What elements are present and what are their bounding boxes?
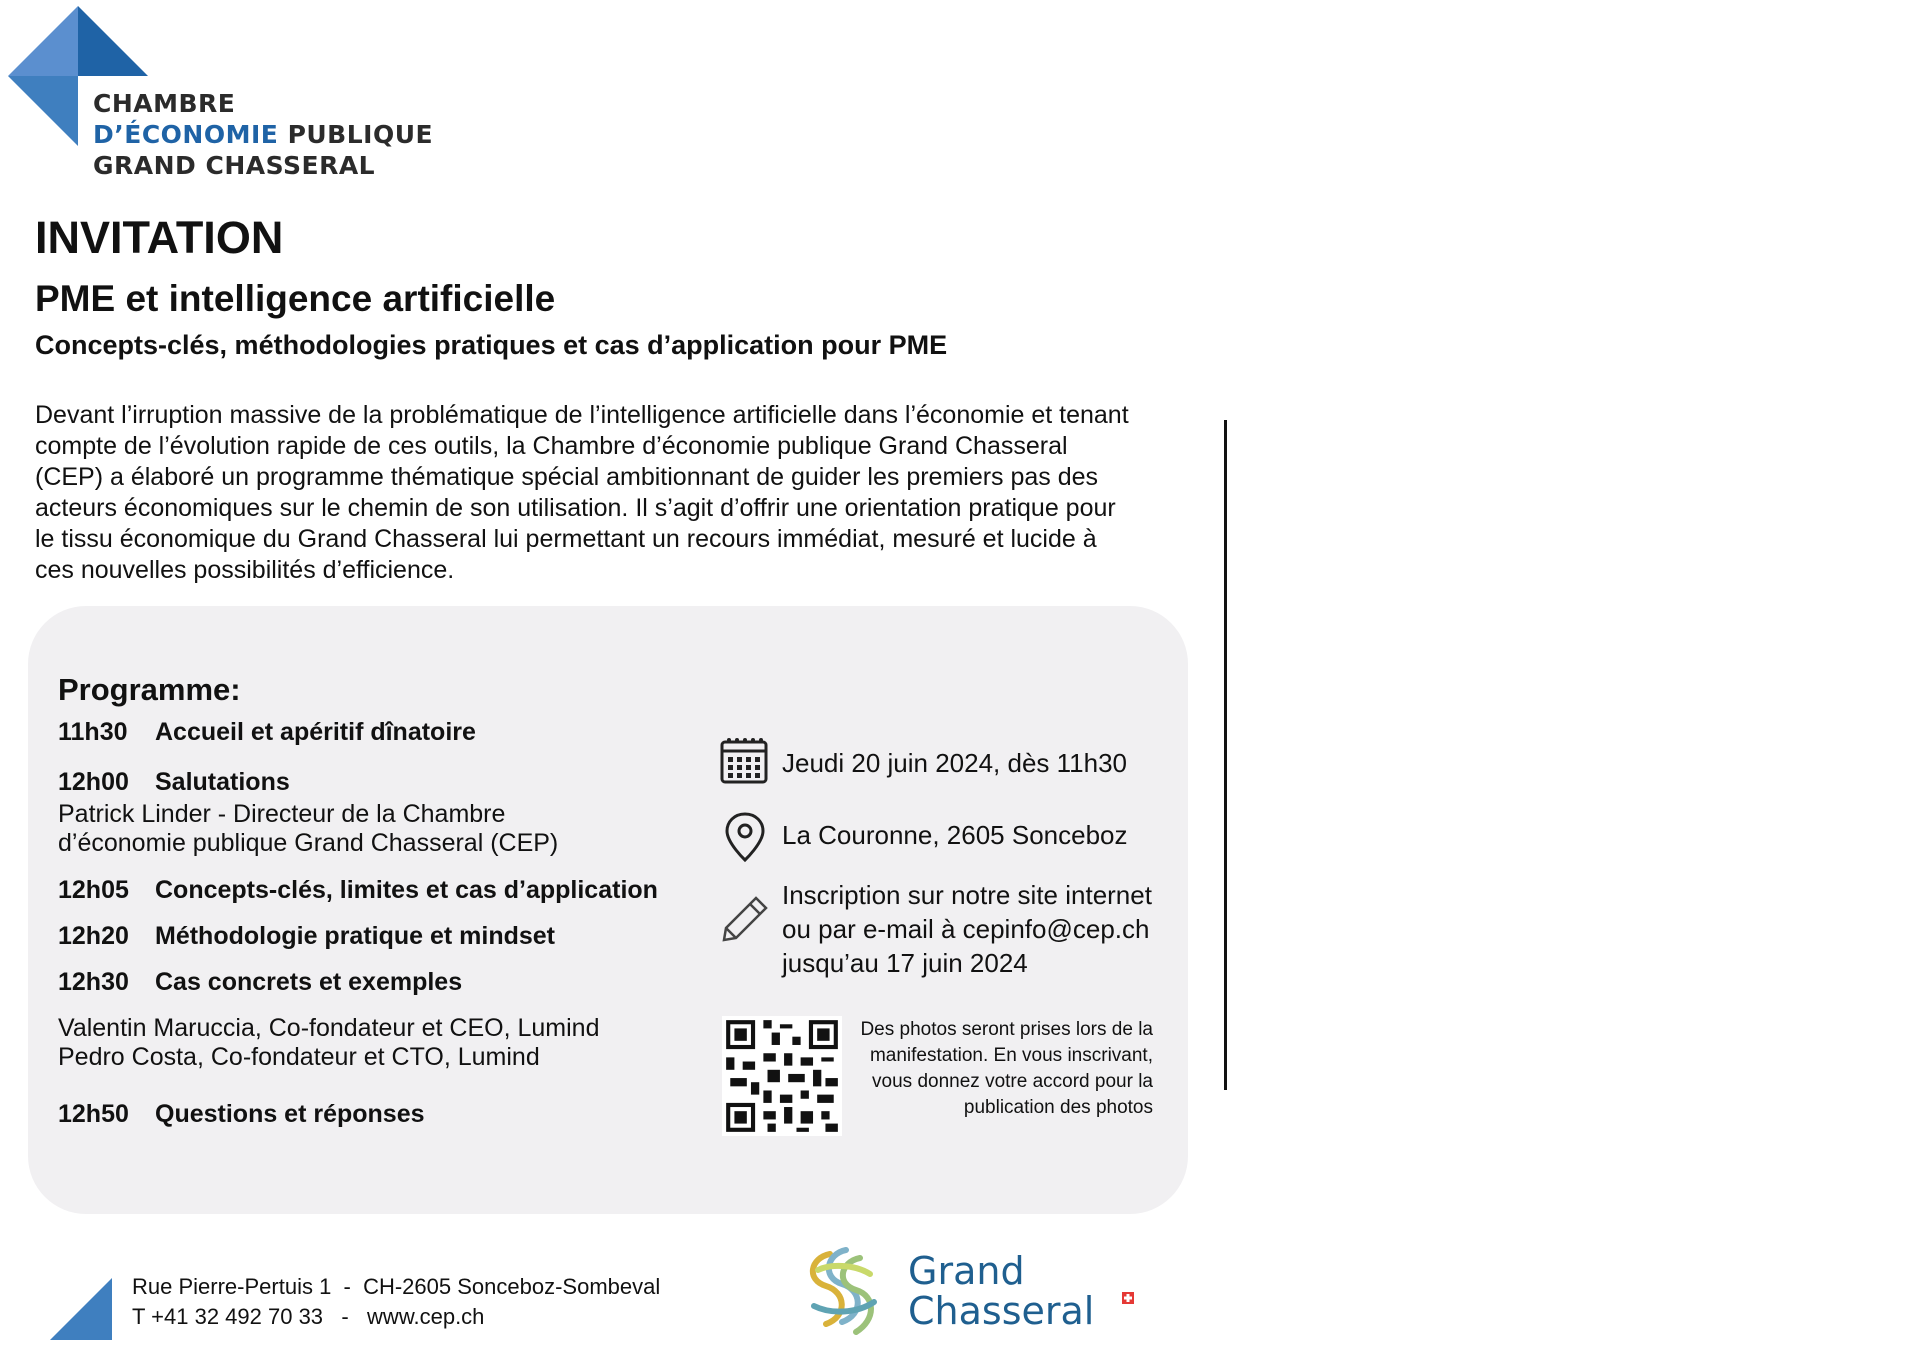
footer-contact: T +41 32 492 70 33 - www.cep.ch — [132, 1304, 485, 1329]
programme-item — [58, 922, 555, 951]
programme-time: 11h30 — [58, 718, 128, 746]
programme-label: Cas concrets et exemples — [155, 968, 463, 996]
intro-line: Devant l’irruption massive de la problématique de l’intelligence artificielle dans l’économie et tenant — [35, 401, 1129, 429]
registration-line: Inscription sur notre site internet — [782, 880, 1152, 910]
programme-time: 12h05 — [58, 876, 129, 904]
registration-info — [782, 878, 1152, 980]
intro-line: le tissu économique du Grand Chasseral lui permettant un recours immédiat, mesuré et lucide à — [35, 525, 1097, 553]
speaker-block-2 — [58, 1014, 599, 1072]
cep-logo-text — [93, 88, 433, 181]
logo-line-2-rest: PUBLIQUE — [278, 120, 434, 149]
qr-code-icon[interactable] — [722, 1016, 842, 1136]
intro-line: ces nouvelles possibilités d’efficience. — [35, 556, 455, 584]
photo-note-line: vous donnez votre accord pour la — [872, 1071, 1153, 1092]
programme-time: 12h20 — [58, 922, 129, 950]
footer-triangle-icon — [50, 1278, 112, 1340]
logo-line-2-blue: D’ÉCONOMIE — [93, 120, 279, 149]
event-subtitle: Concepts-clés, méthodologies pratiques et cas d’application pour PME — [35, 330, 948, 360]
speaker-line: Patrick Linder - Directeur de la Chambre — [58, 800, 506, 828]
programme-item — [58, 876, 658, 905]
registration-line: ou par e-mail à cepinfo@cep.ch — [782, 914, 1150, 944]
registration-line: jusqu’au 17 juin 2024 — [782, 948, 1028, 978]
gc-logo-line-2: Chasseral — [908, 1289, 1095, 1333]
logo-line-1: CHAMBRE — [93, 89, 236, 118]
programme-time: 12h50 — [58, 1100, 129, 1128]
programme-label: Méthodologie pratique et mindset — [155, 922, 556, 950]
programme-item — [58, 968, 462, 997]
event-place: La Couronne, 2605 Sonceboz — [782, 820, 1128, 850]
invitation-label: INVITATION — [35, 212, 284, 263]
gc-logo-line-1: Grand — [908, 1249, 1025, 1293]
intro-line: compte de l’évolution rapide de ces outils, la Chambre d’économie publique Grand Chasseral — [35, 432, 1068, 460]
event-date: Jeudi 20 juin 2024, dès 11h30 — [782, 748, 1128, 778]
logo-line-2 — [93, 119, 433, 150]
intro-paragraph — [35, 400, 1205, 586]
calendar-icon — [718, 734, 772, 788]
pencil-icon — [718, 892, 772, 946]
photo-note-line: publication des photos — [963, 1097, 1153, 1118]
programme-title: Programme: — [58, 672, 241, 707]
speaker-block-1 — [58, 800, 558, 858]
photo-note-line: Des photos seront prises lors de la — [860, 1019, 1153, 1040]
programme-label: Concepts-clés, limites et cas d’application — [155, 876, 658, 904]
photo-note-line: manifestation. En vous inscrivant, — [869, 1045, 1153, 1066]
programme-label: Salutations — [155, 768, 290, 796]
programme-item — [58, 1100, 425, 1129]
intro-line: acteurs économiques sur le chemin de son utilisation. Il s’agit d’offrir une orientation pratique pour — [35, 494, 1116, 522]
programme-label: Questions et réponses — [155, 1100, 425, 1128]
grand-chasseral-logo — [800, 1240, 1140, 1344]
programme-item — [58, 768, 290, 797]
footer-address: Rue Pierre-Pertuis 1 - CH-2605 Sonceboz-Sombeval — [132, 1274, 661, 1299]
speaker-line: d’économie publique Grand Chasseral (CEP) — [58, 829, 559, 857]
speaker-line: Valentin Maruccia, Co-fondateur et CEO, Lumind — [58, 1014, 600, 1042]
logo-line-3: GRAND CHASSERAL — [93, 151, 376, 180]
photo-consent-note — [845, 1017, 1153, 1121]
intro-line: (CEP) a élaboré un programme thématique spécial ambitionnant de guider les premiers pas des — [35, 463, 1099, 491]
programme-time: 12h00 — [58, 768, 129, 796]
vertical-divider — [1224, 420, 1227, 1090]
programme-label: Accueil et apéritif dînatoire — [155, 718, 476, 746]
programme-time: 12h30 — [58, 968, 129, 996]
speaker-line: Pedro Costa, Co-fondateur et CTO, Lumind — [58, 1043, 540, 1071]
programme-item — [58, 718, 476, 747]
event-title: PME et intelligence artificielle — [35, 278, 556, 319]
location-pin-icon — [718, 810, 772, 864]
